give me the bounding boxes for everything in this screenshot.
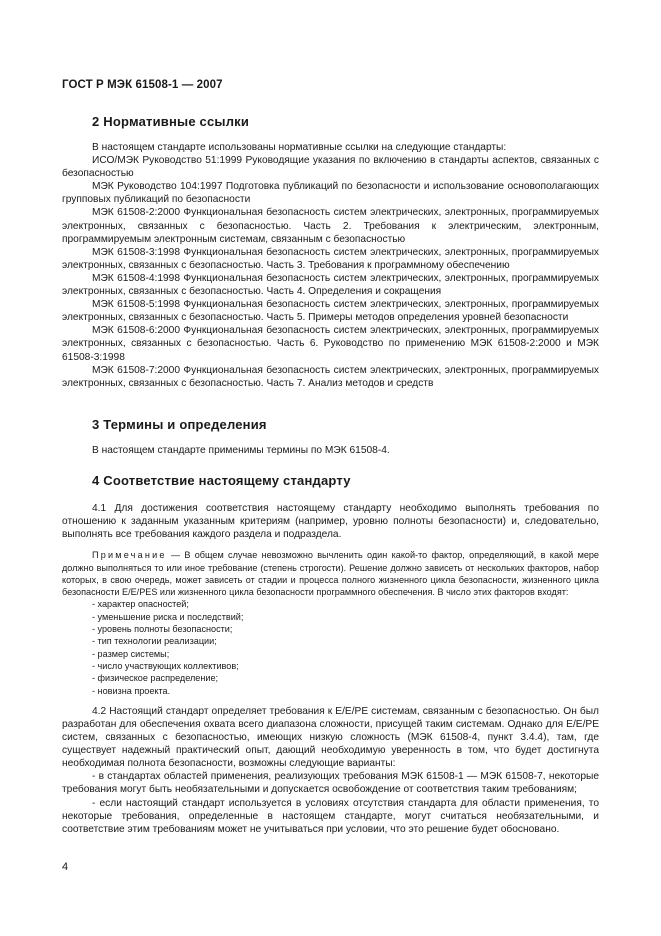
reference-item: МЭК 61508-5:1998 Функциональная безопасность систем электрических, электронных, программируемых электронных, связанных с безопасностью. Часть 5. Примеры методов определения уровней безопасности [62, 299, 599, 324]
section-4-title: 4 Соответствие настоящему стандарту [92, 473, 351, 488]
list-item: - характер опасностей; [92, 599, 189, 610]
page-number: 4 [62, 861, 69, 873]
list-item: - число участвующих коллективов; [92, 660, 239, 671]
list-item: - размер системы; [92, 648, 170, 659]
note-list [62, 598, 599, 696]
reference-item: МЭК 61508-2:2000 Функциональная безопасность систем электрических, электронных, программируемых электронных, связанных с безопасностью. Часть 2. Требования к электрическим, электронным, программируемым электронным системам, связанным с безопасностью [62, 207, 599, 245]
note-text: — В общем случае невозможно вычленить один какой-то фактор, определяющий, в какой мере должно выполняться то или иное требование (степень строгости). Решение должно зависеть от нескольких факторов, набор которых, в свою очередь, может зависеть от стадии и процесса полного жизненного цикла безопасности, жизненного цикла безопасности E/E/PES или жизненного цикла безопасности программного обеспечения. В число этих факторов входят: [62, 550, 599, 598]
clause-4-2: 4.2 Настоящий стандарт определяет требования к E/E/PE системам, связанным с безопасностью. Он был разработан для обеспечения охвата всего диапазона сложности, присущей таким системам. Однако для E/E/PE систем, связанных с безопасностью, имеющих низкую сложность (МЭК 61508-4, пункт 3.4.4), там, где существует надежный практический опыт, дающий необходимую уверенность в том, что будет достигнута необходимая полнота безопасности, возможны следующие варианты: [62, 705, 599, 770]
clause-4-1: 4.1 Для достижения соответствия настоящему стандарту необходимо выполнять требования по отношению к заданным указанным критериям (например, уровню полноты безопасности) и, следовательно, выполнять все требования каждого раздела и подраздела. [62, 503, 599, 541]
reference-item: МЭК 61508-7:2000 Функциональная безопасность систем электрических, электронных, программируемых электронных, связанных с безопасностью. Часть 7. Анализ методов и средств [62, 364, 599, 389]
reference-item: МЭК 61508-4:1998 Функциональная безопасность систем электрических, электронных, программируемых электронных, связанных с безопасностью. Часть 4. Определения и сокращения [62, 272, 599, 298]
list-item: - уменьшение риска и последствий; [92, 611, 244, 622]
list-item: - тип технологии реализации; [92, 636, 217, 647]
section-3-text: В настоящем стандарте применимы термины по МЭК 61508-4. [92, 445, 390, 456]
clause-4-2-option-a: - в стандартах областей применения, реализующих требования МЭК 61508-1 — МЭК 61508-7, некоторые требования могут быть необязательными и допускается освобождение от соответствия таким требованиям; [62, 771, 599, 796]
section-3-body [62, 444, 599, 457]
note-block [62, 549, 599, 697]
clause-4-2-option-b: - если настоящий стандарт используется в условиях отсутствия стандарта для области применения, то некоторые требования, определенные в настоящем стандарте, могут считаться необязательными, и соответствие этим требованиям может не учитываться при условии, что это решение будет обосновано. [62, 797, 599, 835]
reference-item: МЭК 61508-3:1998 Функциональная безопасность систем электрических, электронных, программируемых электронных, связанных с безопасностью. Часть 3. Требования к программному обеспечению [62, 246, 599, 271]
reference-item: ИСО/МЭК Руководство 51:1999 Руководящие указания по включению в стандарты аспектов, связанных с безопасностью [62, 155, 599, 180]
section-2-body [62, 141, 599, 390]
list-item: - новизна проекта. [92, 685, 171, 696]
note-label: Примечание [92, 550, 167, 561]
list-item: - физическое распределение; [92, 673, 219, 684]
note-paragraph [62, 549, 599, 598]
section-2-title: 2 Нормативные ссылки [92, 114, 250, 129]
reference-item: МЭК Руководство 104:1997 Подготовка публикаций по безопасности и использование основополагающих групповых публикаций по безопасности [62, 181, 599, 206]
document-header: ГОСТ Р МЭК 61508-1 — 2007 [62, 79, 223, 91]
section-4-body [62, 502, 599, 836]
reference-item: МЭК 61508-6:2000 Функциональная безопасность систем электрических, электронных, программируемых электронных, связанных с безопасностью. Часть 6. Руководство по применению МЭК 61508-2:2000 и МЭК 61508-3:1998 [62, 325, 599, 363]
section-3-title: 3 Термины и определения [92, 417, 267, 432]
list-item: - уровень полноты безопасности; [92, 624, 233, 635]
section-2-intro: В настоящем стандарте использованы нормативные ссылки на следующие стандарты: [92, 142, 507, 153]
